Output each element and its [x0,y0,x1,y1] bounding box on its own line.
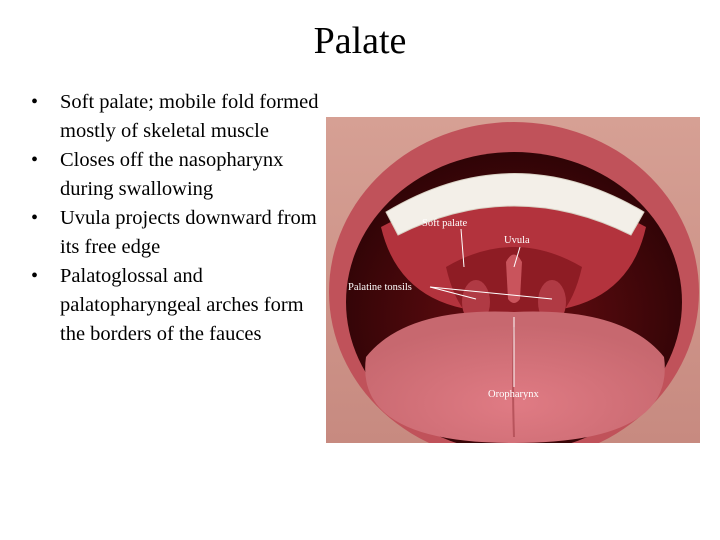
label-uvula: Uvula [504,235,530,246]
bullet-text: Palatoglossal and palatopharyngeal arches form the borders of the fauces [60,265,304,345]
bullet-item [28,88,320,146]
label-soft-palate: Soft palate [422,218,468,229]
bullet-text: Soft palate; mobile fold formed mostly of skeletal muscle [60,91,319,142]
bullet-dot-icon: • [31,149,39,171]
bullet-dot-icon: • [31,207,39,229]
label-palatine-tonsils: Palatine tonsils [348,282,412,293]
bullet-dot-icon: • [31,91,39,113]
label-oropharynx: Oropharynx [488,389,539,400]
bullet-dot-icon: • [31,265,39,287]
tongue-shape [365,312,665,443]
slide-title: Palate [313,20,407,62]
mouth-photo [326,117,700,443]
bullet-item [28,204,320,262]
bullet-item [28,146,320,204]
bullet-text: Uvula projects downward from its free edge [60,207,317,258]
bullet-text: Closes off the nasopharynx during swallowing [60,149,284,200]
bullet-item [28,262,320,349]
bullet-list [28,88,320,349]
